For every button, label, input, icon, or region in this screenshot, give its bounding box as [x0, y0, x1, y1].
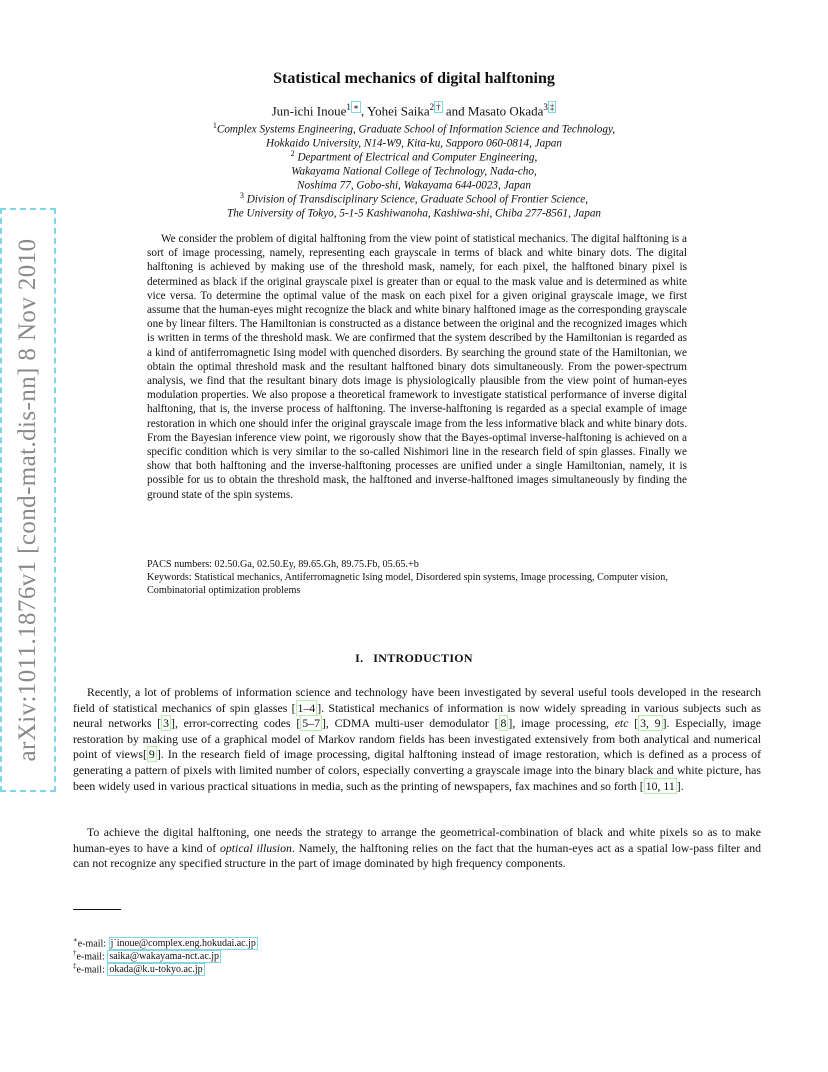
affiliation-number: 1: [212, 121, 217, 130]
affiliation-line: [0, 177, 828, 192]
affiliation-text: Hokkaido University, N14-W9, Kita-ku, Sapporo 060-0814, Japan: [265, 137, 562, 150]
footnote-link[interactable]: ‡: [549, 102, 555, 112]
paragraph-text: . Namely, the halftoning relies on the fact that the human-eyes act as a spatial low-pass filter and can not recognize any specified structure in the part of image dominated by high frequency components.: [73, 840, 761, 871]
paragraph-text: To achieve the digital halftoning, one needs the strategy to arrange the geometrical-combination of black and white pixels so as to make human-eyes to have a kind of: [73, 825, 761, 855]
affiliation-text: Division of Transdisciplinary Science, Graduate School of Frontier Science,: [246, 193, 589, 206]
footnote-divider: [73, 909, 121, 910]
email-link[interactable]: j˙inoue@complex.eng.hokudai.ac.jp: [110, 938, 256, 950]
pacs-numbers: PACS numbers: 02.50.Ga, 02.50.Ey, 89.65.Gh, 89.75.Fb, 05.65.+b: [147, 559, 419, 570]
citation-link[interactable]: 1–4: [297, 700, 316, 715]
affiliation-line: [0, 191, 828, 206]
paragraph-text: , CDMA multi-user demodulator: [325, 716, 495, 731]
footnote-mark: †: [73, 949, 77, 957]
footnote-label: e-mail:: [77, 938, 109, 950]
affiliation-line: [0, 135, 828, 150]
section-number: I.: [355, 651, 364, 665]
author-name: Yohei Saika: [367, 103, 430, 119]
section-heading: [0, 651, 828, 666]
affiliation-text: Wakayama National College of Technology, Nada-cho,: [291, 165, 537, 178]
email-link[interactable]: saika@wakayama-nct.ac.jp: [109, 951, 220, 963]
author-affiliation-number: 3: [543, 102, 548, 112]
footnote-mark: ∗: [73, 936, 78, 944]
footnote-link[interactable]: ∗: [352, 102, 359, 112]
affiliation-line: [0, 121, 828, 136]
author-affiliation-number: 2: [429, 102, 435, 112]
citation-link[interactable]: 3, 9: [640, 716, 661, 731]
citation-link[interactable]: 10, 11: [645, 778, 675, 793]
author-name: Masato Okada: [467, 103, 544, 119]
author-separator: ,: [360, 103, 368, 119]
affiliation-line: [0, 149, 828, 164]
footnote-label: e-mail:: [76, 964, 108, 976]
paragraph-emphasis: etc: [614, 716, 629, 731]
intro-paragraph: Recently, a lot of problems of information science and technology have been investigated by several useful tools developed in the research field of statistical mechanics of spin glasses [ 1–4 ]. Statistical mechanics of information is now widely spreading in various subjects such as neural networks [ 3 ], error-correcting codes [ 5–7 ], CDMA multi-user demodulator [ 8 ], image processing, etc [ 3, 9 ]. Especially, image restoration by making use of a graphical model of Markov random fields has been investigated extensively from both analytical and numerical point of views[ 9 ]. In the research field of image processing, digital halftoning instead of image restoration, which is defined as a process of generating a pattern of pixels with limited number of colors, especially converting a grayscale image into the binary black and white picture, has been widely used in various practical situations in media, such as the printing of newspapers, fax machines and so forth [ 10, 11 ].: [73, 685, 762, 793]
paragraph-text: . In the research field of image processing, digital halftoning instead of image restoration, which is defined as a process of generating a pattern of pixels with limited number of colors, especially converting a grayscale image into the binary black and white picture, has been widely used in various practical situations in media, such as the printing of newspapers, fax machines and so forth: [73, 747, 761, 793]
paragraph-text: , image processing,: [512, 716, 615, 731]
paragraph-text: .: [680, 778, 684, 793]
affiliation-number: 2: [290, 149, 295, 158]
paragraph-text: . Especially, image restoration by making use of a graphical model of Markov random fields has been investigated extensively from both analytical and numerical point of views: [73, 716, 762, 762]
paragraph-emphasis: optical illusion: [219, 840, 292, 855]
citation-link[interactable]: 9: [148, 747, 155, 762]
section-title: INTRODUCTION: [373, 651, 473, 665]
affiliation-text: Department of Electrical and Computer Engineering,: [297, 151, 538, 164]
paragraph-text: . Statistical mechanics of information is now widely spreading in various subjects such as neural networks: [73, 700, 762, 731]
paper-title: Statistical mechanics of digital halftoning: [273, 70, 555, 87]
author-list: [0, 102, 828, 119]
abstract: We consider the problem of digital halftoning from the view point of statistical mechanics. The digital halftoning is a sort of image processing, namely, representing each grayscale in terms of black and white binary dots. The digital halftoning is achieved by making use of the threshold mask, namely, for each pixel, the halftoned binary pixel is determined as black if the original grayscale pixel is greater than or equal to the mask value and is determined as white vice versa. To determine the optimal value of the mask on each pixel for a given original grayscale image, we first assume that the human-eyes might recognize the black and white binary halftoned image as the corresponding grayscale one by linear filters. The Hamiltonian is constructed as a distance between the original and the recognized images which is written in terms of the threshold mask. We are confirmed that the system described by the Hamiltonian is regarded as a kind of antiferromagnetic Ising model with quenched disorders. By searching the ground state of the Hamiltonian, we obtain the optimal threshold mask and the resultant halftoned binary dots simultaneously. From the power-spectrum analysis, we find that the resultant binary dots image is physiologically plausible from the view point of human-eyes modulation properties. We also propose a theoretical framework to investigate statistical performance of inverse digital halftoning, that is, the inverse process of halftoning. The inverse-halftoning is regarded as a special example of image restoration in which one should infer the original grayscale image from the less informative black and white binary dots. From the Bayesian inference view point, we rigorously show that the Bayes-optimal inverse-halftoning is achieved on a specific condition which is very similar to the so-called Nishimori line in the research field of spin glasses. Finally we show that both halftoning and the inverse-halftoning processes are unified under a single Hamiltonian, namely, it is possible for us to obtain the threshold mask, the halftoned and inverse-halftoned images simultaneously by finding the ground state of the spin systems.: [147, 233, 687, 501]
intro-paragraph: [73, 825, 761, 872]
footnote: [73, 960, 205, 976]
email-link[interactable]: okada@k.u-tokyo.ac.jp: [109, 964, 203, 976]
keywords: Keywords: Statistical mechanics, Antiferromagnetic Ising model, Disordered spin systems, Image processing, Computer vision, Combinatorial optimization problems: [147, 572, 668, 596]
author-affiliation-number: 1: [346, 102, 351, 112]
paragraph-text: Recently, a lot of problems of information science and technology have been investigated by several useful tools developed in the research field of statistical mechanics of spin glasses: [73, 685, 761, 715]
footnote-mark: ‡: [73, 962, 77, 970]
paragraph-text: , error-correcting codes: [174, 716, 297, 731]
citation-link[interactable]: 8: [500, 716, 507, 731]
affiliation-line: [0, 205, 828, 220]
paragraph-text: [628, 716, 634, 730]
affiliation-text: The University of Tokyo, 5-1-5 Kashiwanoha, Kashiwa-shi, Chiba 277-8561, Japan: [226, 207, 602, 220]
citation-link[interactable]: 5–7: [302, 716, 320, 731]
author-conjunction: and: [442, 103, 468, 119]
affiliation-line: [0, 163, 828, 178]
affiliation-text: Noshima 77, Gobo-shi, Wakayama 644-0023, Japan: [297, 179, 531, 192]
arxiv-stamp-text[interactable]: arXiv:1011.1876v1 [cond-mat.dis-nn] 8 Nov 2010: [14, 238, 41, 762]
author-name: Jun-ichi Inoue: [271, 103, 347, 119]
footnote-link[interactable]: †: [436, 102, 441, 112]
citation-link[interactable]: 3: [163, 716, 169, 731]
affiliation-number: 3: [239, 191, 244, 200]
footnote-label: e-mail:: [76, 951, 108, 963]
affiliation-text: Complex Systems Engineering, Graduate School of Information Science and Technology,: [216, 123, 616, 136]
